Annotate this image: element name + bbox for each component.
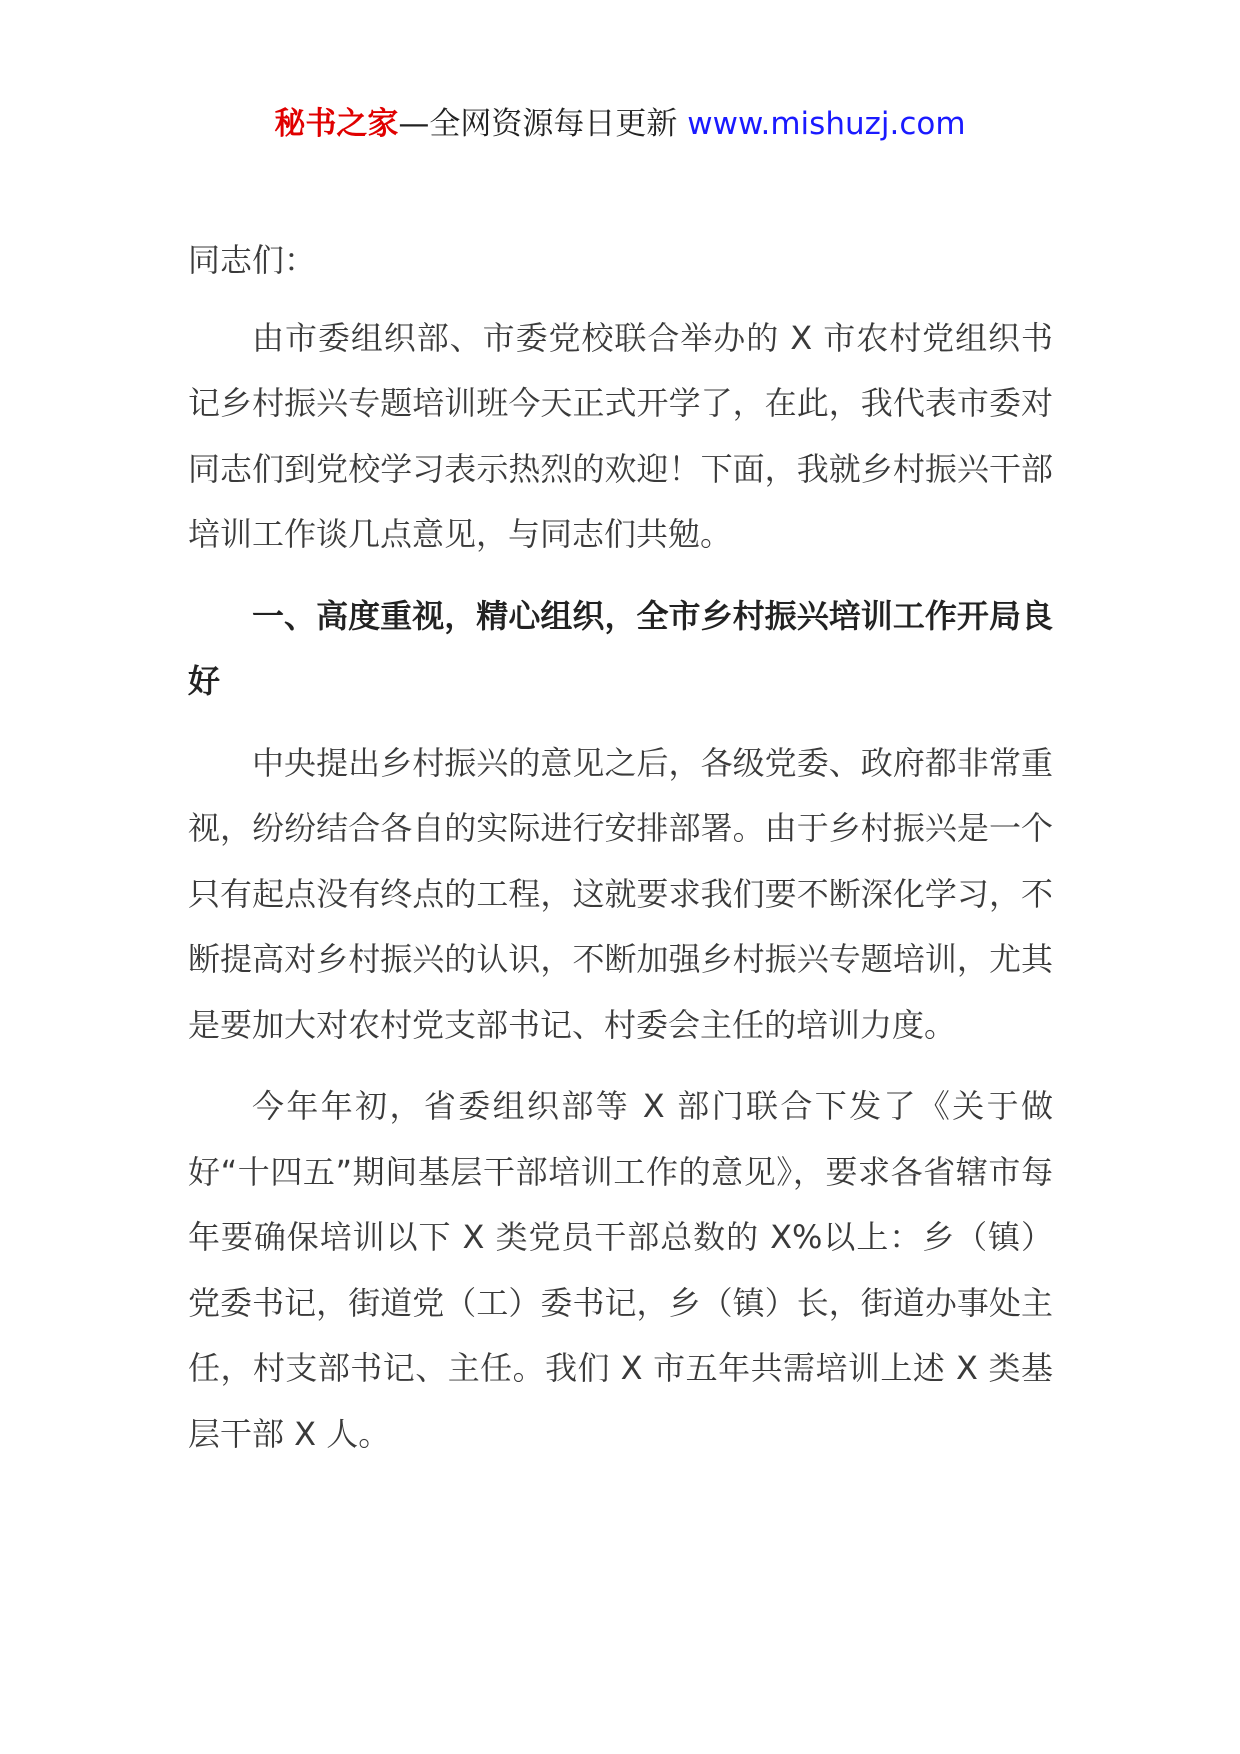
site-url-link[interactable]: www.mishuzj.com xyxy=(687,106,966,142)
brand-name: 秘书之家 xyxy=(274,106,399,142)
salutation: 同志们： xyxy=(188,241,317,279)
page-header xyxy=(0,104,1240,144)
header-tagline: —全网资源每日更新 xyxy=(398,106,688,142)
paragraph-requirements: 今年年初，省委组织部等 X 部门联合下发了《关于做好“十四五”期间基层干部培训工作的意见》，要求各省辖市每年要确保培训以下 X 类党员干部总数的 X%以上：乡（镇）党委书记，街道党（工）委书记，乡（镇）长，街道办事处主任，村支部书记、主任。我们 X 市五年共需培训上述 X 类基层干部 X 人。 xyxy=(188,1087,1053,1453)
paragraph-intro: 由市委组织部、市委党校联合举办的 X 市农村党组织书记乡村振兴专题培训班今天正式开学了，在此，我代表市委对同志们到党校学习表示热烈的欢迎！下面，我就乡村振兴干部培训工作谈几点意见，与同志们共勉。 xyxy=(188,318,1053,553)
paragraph-background: 中央提出乡村振兴的意见之后，各级党委、政府都非常重视，纷纷结合各自的实际进行安排部署。由于乡村振兴是一个只有起点没有终点的工程，这就要求我们要不断深化学习，不断提高对乡村振兴的认识，不断加强乡村振兴专题培训，尤其是要加大对农村党支部书记、村委会主任的培训力度。 xyxy=(188,743,1053,1044)
document-body xyxy=(188,228,1053,1483)
section-heading-1: 一、高度重视，精心组织，全市乡村振兴培训工作开局良好 xyxy=(188,596,1053,700)
